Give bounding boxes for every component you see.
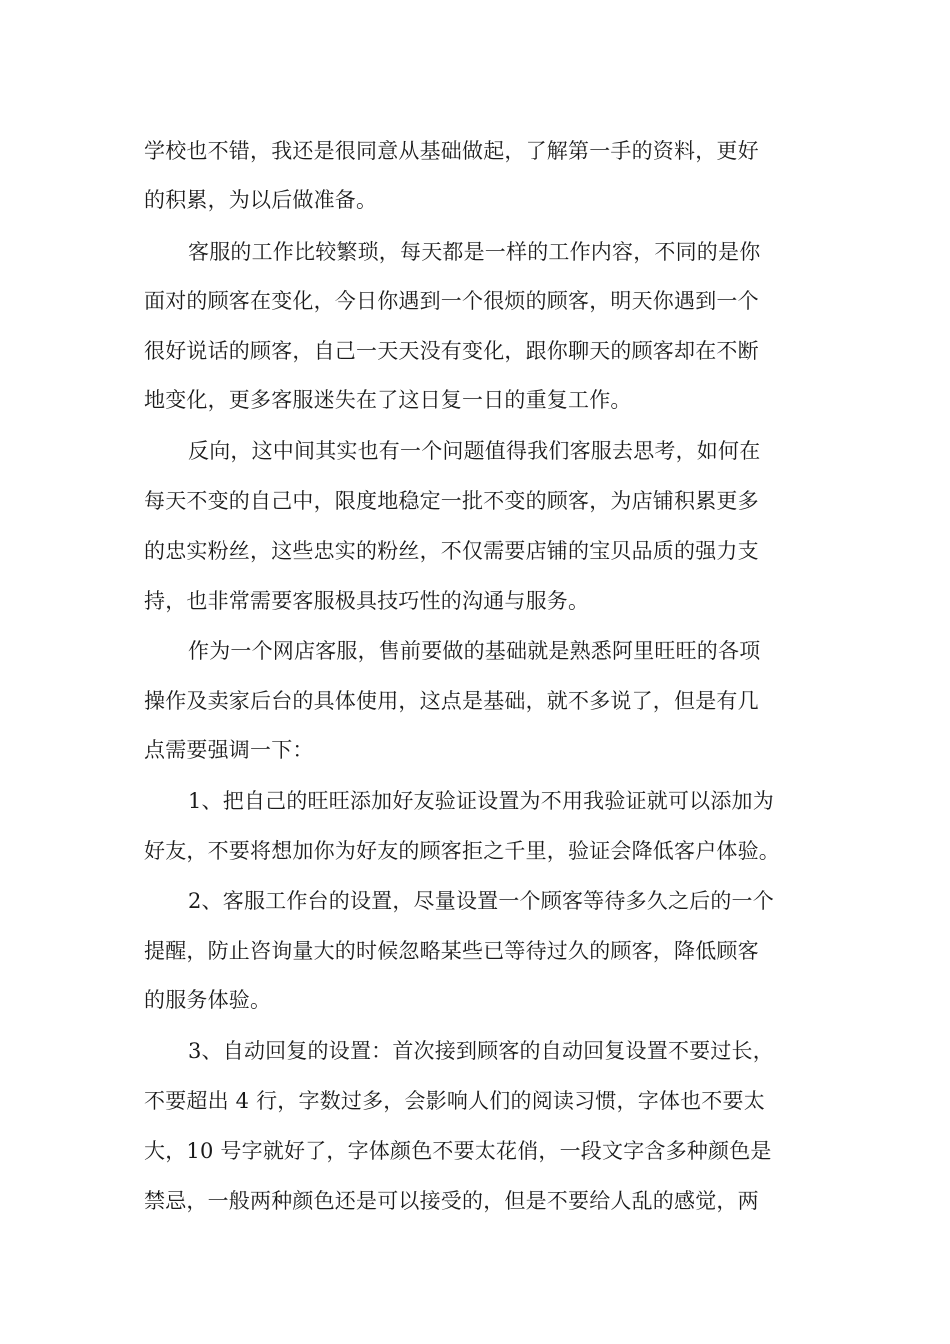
- text-line: 的积累，为以后做准备。: [144, 188, 378, 212]
- text-line: 大，10 号字就好了，字体颜色不要太花俏，一段文字含多种颜色是: [144, 1139, 772, 1163]
- text-line: 地变化，更多客服迷失在了这日复一日的重复工作。: [144, 388, 632, 412]
- text-line: 操作及卖家后台的具体使用，这点是基础，就不多说了，但是有几: [144, 689, 759, 713]
- text-line: 客服的工作比较繁琐，每天都是一样的工作内容，不同的是你: [188, 240, 761, 264]
- text-line: 每天不变的自己中，限度地稳定一批不变的顾客，为店铺积累更多: [144, 489, 759, 513]
- text-line: 1、把自己的旺旺添加好友验证设置为不用我验证就可以添加为: [188, 789, 774, 813]
- text-line: 持，也非常需要客服极具技巧性的沟通与服务。: [144, 589, 590, 613]
- text-line: 提醒，防止咨询量大的时候忽略某些已等待过久的顾客，降低顾客: [144, 939, 759, 963]
- text-line: 作为一个网店客服，售前要做的基础就是熟悉阿里旺旺的各项: [188, 639, 761, 663]
- text-line: 点需要强调一下：: [144, 738, 314, 762]
- text-line: 的忠实粉丝，这些忠实的粉丝，不仅需要店铺的宝贝品质的强力支: [144, 539, 759, 563]
- text-line: 好友，不要将想加你为好友的顾客拒之千里，验证会降低客户体验。: [144, 839, 780, 863]
- text-line: 的服务体验。: [144, 988, 272, 1012]
- text-line: 面对的顾客在变化，今日你遇到一个很烦的顾客，明天你遇到一个: [144, 289, 759, 313]
- text-line: 很好说话的顾客，自己一天天没有变化，跟你聊天的顾客却在不断: [144, 339, 759, 363]
- text-line: 不要超出 4 行，字数过多，会影响人们的阅读习惯，字体也不要太: [144, 1089, 765, 1113]
- text-line: 禁忌，一般两种颜色还是可以接受的，但是不要给人乱的感觉，两: [144, 1189, 759, 1213]
- text-line: 学校也不错，我还是很同意从基础做起，了解第一手的资料，更好: [144, 139, 759, 163]
- text-line: 2、客服工作台的设置，尽量设置一个顾客等待多久之后的一个: [188, 889, 774, 913]
- text-line: 3、自动回复的设置：首次接到顾客的自动回复设置不要过长，: [188, 1039, 774, 1063]
- text-line: 反向，这中间其实也有一个问题值得我们客服去思考，如何在: [188, 439, 761, 463]
